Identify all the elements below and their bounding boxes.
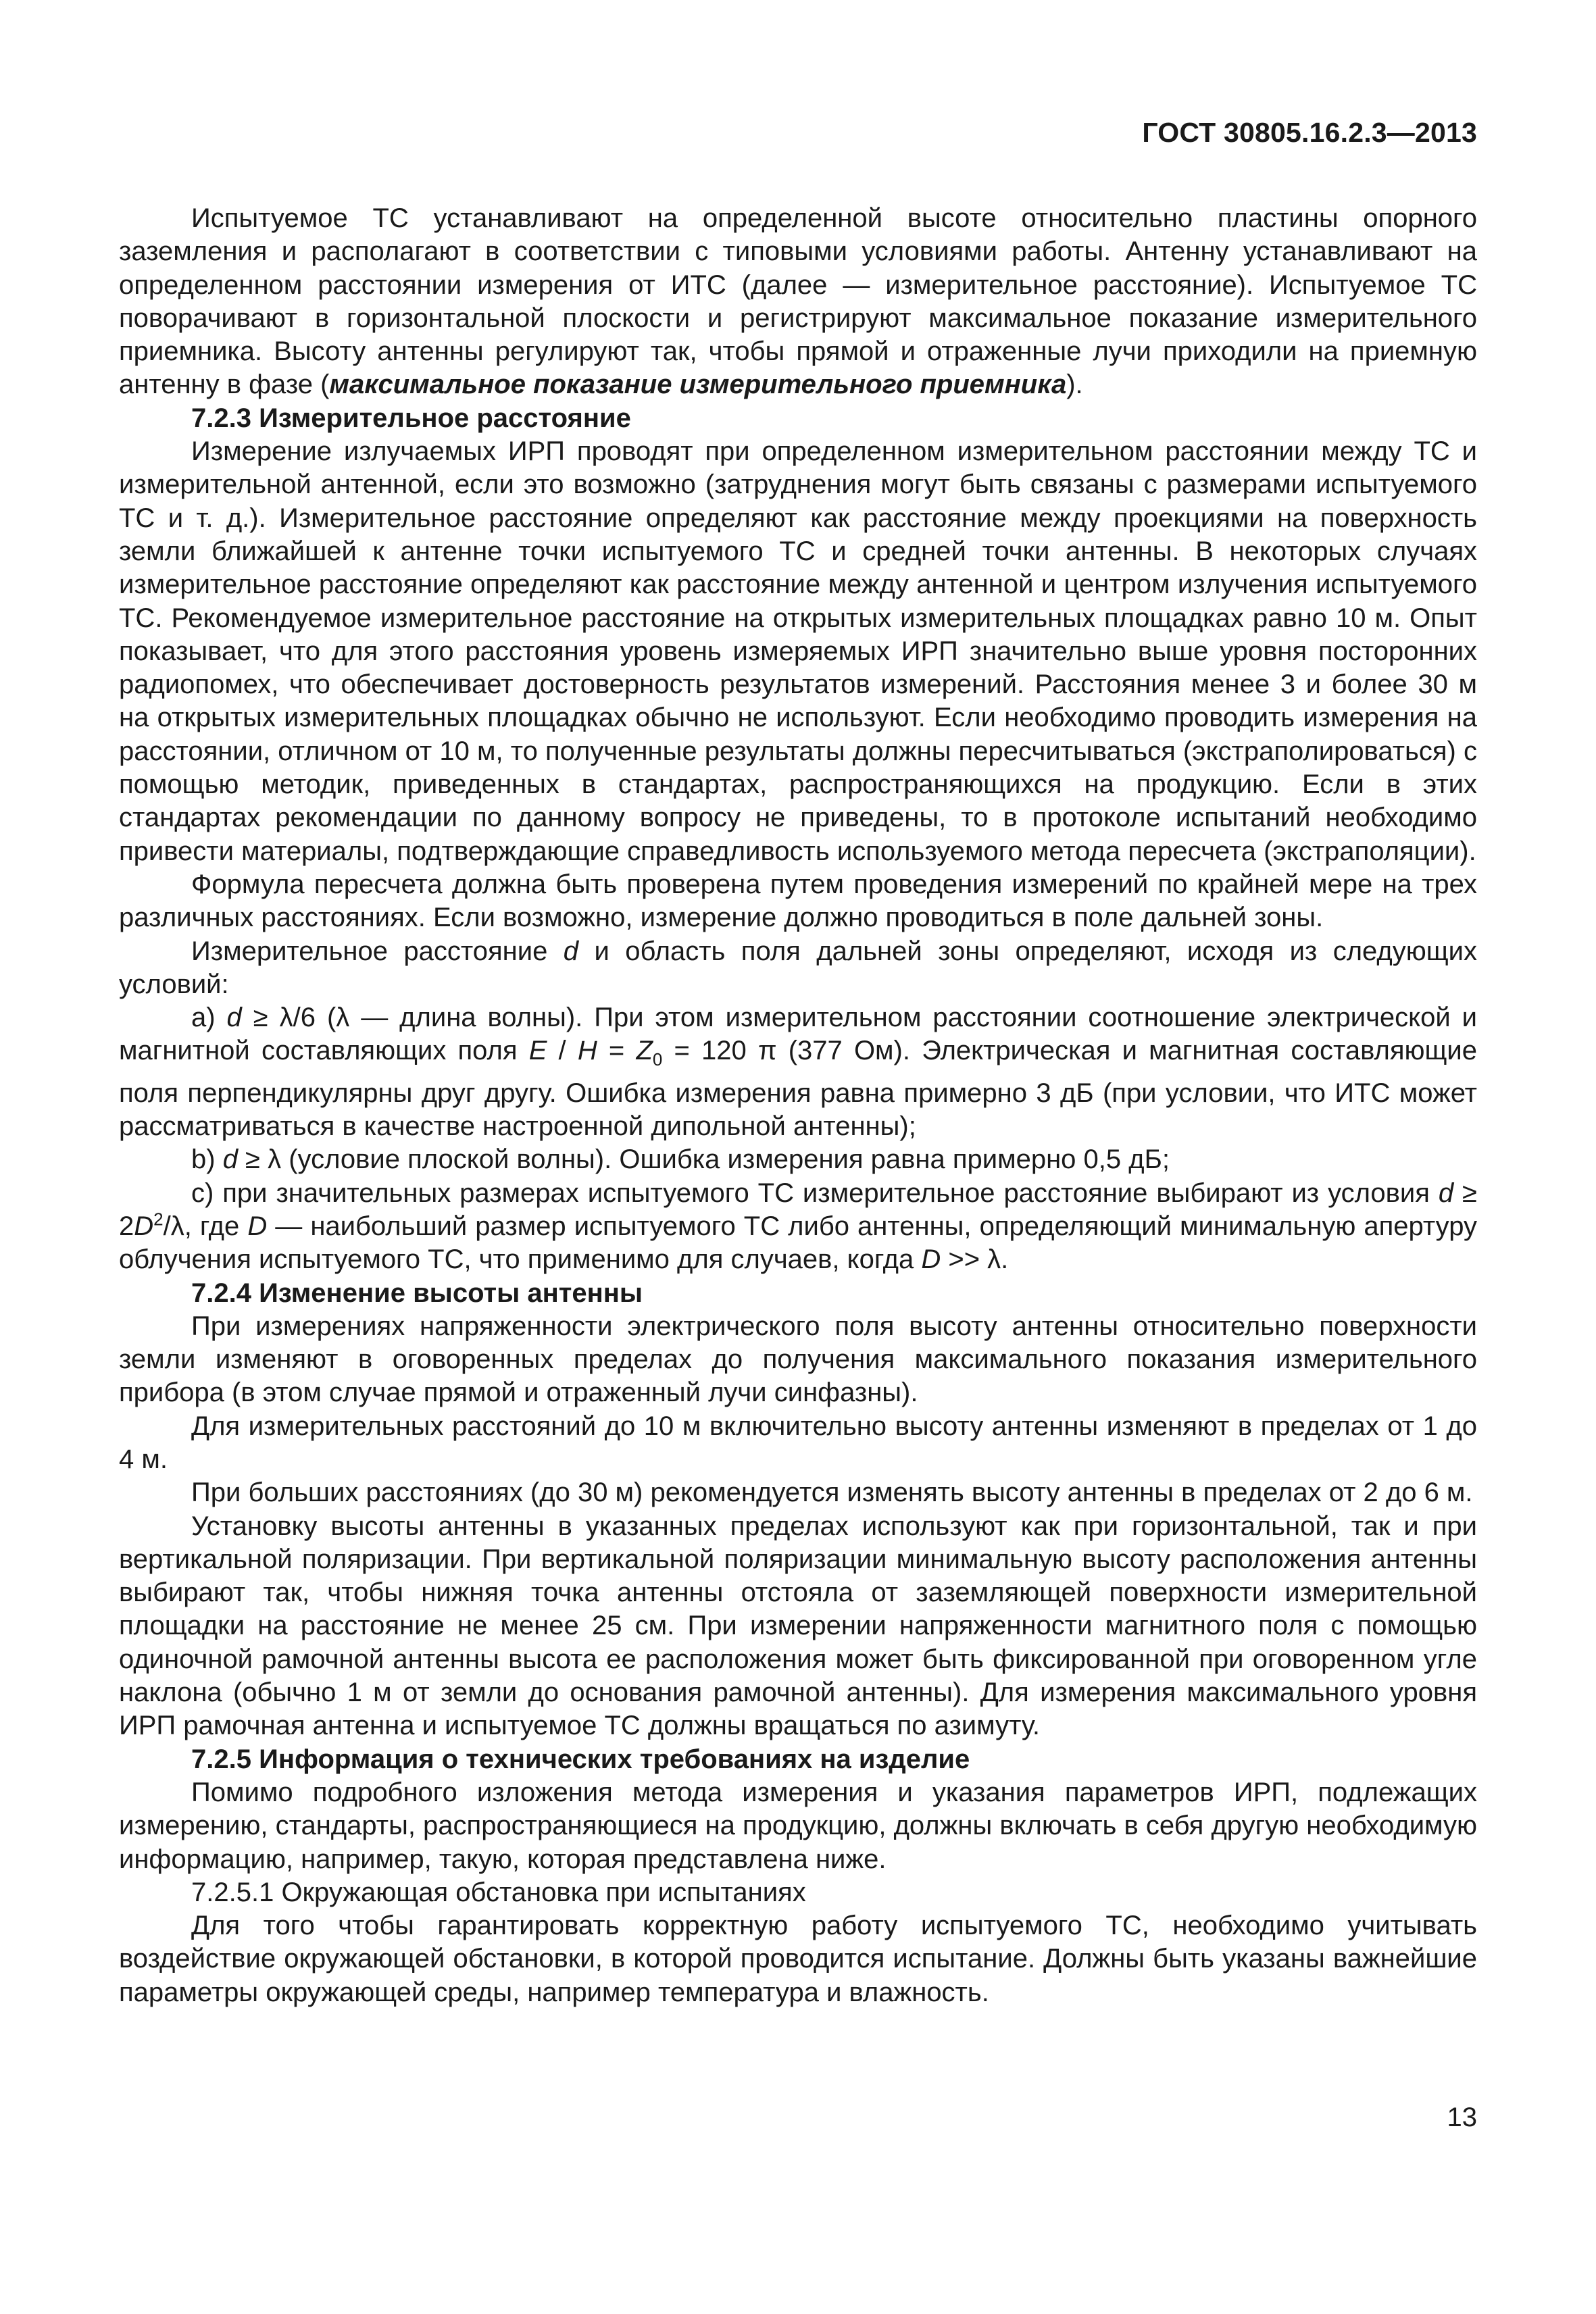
standard-code-header: ГОСТ 30805.16.2.3—2013	[1142, 117, 1477, 148]
section-heading-7-2-5: 7.2.5 Информация о технических требованиях на изделие	[191, 1744, 970, 1774]
page-number: 13	[1447, 2103, 1477, 2132]
paragraph: При измерениях напряженности электрического поля высоту антенны относительно поверхности земли изменяют в оговоренных пределах до получения максимального показания измерительного прибора (в этом случае прямой и отраженный лучи синфазны).	[119, 1311, 1477, 1408]
paragraph: Формула пересчета должна быть проверена путем проведения измерений по крайней мере на трех различных расстояниях. Если возможно, измерение должно проводиться в поле дальней зоны.	[119, 869, 1477, 933]
paragraph: Измерение излучаемых ИРП проводят при определенном измерительном расстоянии между ТС и измерительной антенной, если это возможно (затруднения могут быть связаны с размерами испытуемого ТС и т. д.). Измерительное расстояние определяют как расстояние между проекциями на поверхность земли ближайшей к антенне точки испытуемого ТС и средней точки антенны. В некоторых случаях измерительное расстояние определяют как расстояние между антенной и центром излучения испытуемого ТС. Рекомендуемое измерительное расстояние на открытых измерительных площадках равно 10 м. Опыт показывает, что для этого расстояния уровень измеряемых ИРП значительно выше уровня посторонних радиопомех, что обеспечивает достоверность результатов измерений. Расстояния менее 3 и более 30 м на открытых измерительных площадках обычно не используют. Если необходимо проводить измерения на расстоянии, отличном от 10 м, то полученные результаты должны пересчитываться (экстраполироваться) с помощью методик, приведенных в стандартах, распространяющихся на продукцию. Если в этих стандартах рекомендации по данному вопросу не приведены, то в протоколе испытаний необходимо привести материалы, подтверждающие справедливость используемого метода пересчета (экстраполяции).	[119, 436, 1477, 866]
paragraph: Помимо подробного изложения метода измерения и указания параметров ИРП, подлежащих измерению, стандарты, распространяющиеся на продукцию, должны включать в себя другую необходимую информацию, например, такую, которая представлена ниже.	[119, 1777, 1477, 1874]
list-item-c: с) при значительных размерах испытуемого ТС измерительное расстояние выбирают из условия $d \ge 2D^2/\lambda$, где D — наибольший размер испытуемого ТС либо антенны, определяющий минимальную апертуру облучения испытуемого ТС, что применимо для случаев, когда D >> λ.	[119, 1178, 1477, 1275]
section-heading-7-2-4: 7.2.4 Изменение высоты антенны	[191, 1278, 643, 1308]
intro-paragraph: Испытуемое ТС устанавливают на определенной высоте относительно пластины опорного заземления и располагают в соответствии с типовыми условиями работы. Антенну устанавливают на определенном расстоянии измерения от ИТС (далее — измерительное расстояние). Испытуемое ТС поворачивают в горизонтальной плоскости и регистрируют максимальное показание измерительного приемника. Высоту антенны регулируют так, чтобы прямой и отраженные лучи приходили на приемную антенну в фазе (максимальное показание измерительного приемника).	[119, 203, 1477, 400]
paragraph: Установку высоты антенны в указанных пределах используют как при горизонтальной, так и при вертикальной поляризации. При вертикальной поляризации минимальную высоту расположения антенны выбирают так, чтобы нижняя точка антенны отстояла от заземляющей поверхности измерительной площадки на расстояние не менее 25 см. При измерении напряженности магнитного поля с помощью одиночной рамочной антенны высота ее расположения может быть фиксированной при оговоренном угле наклона (обычно 1 м от земли до основания рамочной антенны). Для измерения максимального уровня ИРП рамочная антенна и испытуемое ТС должны вращаться по азимуту.	[119, 1511, 1477, 1741]
paragraph: Для измерительных расстояний до 10 м включительно высоту антенны изменяют в пределах от 1 до 4 м.	[119, 1411, 1477, 1474]
section-heading-7-2-3: 7.2.3 Измерительное расстояние	[191, 403, 631, 433]
list-item-b: b) d ≥ λ (условие плоской волны). Ошибка измерения равна примерно 0,5 дБ;	[191, 1145, 1170, 1175]
paragraph: При больших расстояниях (до 30 м) рекомендуется изменять высоту антенны в пределах от 2 до 6 м.	[191, 1478, 1473, 1508]
emphasis-text: максимальное показание измерительного приемника	[329, 370, 1067, 400]
list-item-a: а) d ≥ λ/6 (λ — длина волны). При этом измерительном расстоянии соотношение электрической и магнитной составляющих поля $E / H = Z_0 = 120$ π (377 Ом). Электрическая и магнитная составляющие поля перпендикулярны друг другу. Ошибка измерения равна примерно 3 дБ (при условии, что ИТС может рассматриваться в качестве настроенной дипольной антенны);	[119, 1003, 1477, 1142]
paragraph: Для того чтобы гарантировать корректную работу испытуемого ТС, необходимо учитывать воздействие окружающей обстановки, в которой проводится испытание. Должны быть указаны важнейшие параметры окружающей среды, например температура и влажность.	[119, 1911, 1477, 2007]
document-body	[119, 202, 1477, 2009]
subsection-heading-7-2-5-1: 7.2.5.1 Окружающая обстановка при испытаниях	[191, 1877, 806, 1907]
paragraph: Измерительное расстояние d и область поля дальней зоны определяют, исходя из следующих условий:	[119, 936, 1477, 999]
